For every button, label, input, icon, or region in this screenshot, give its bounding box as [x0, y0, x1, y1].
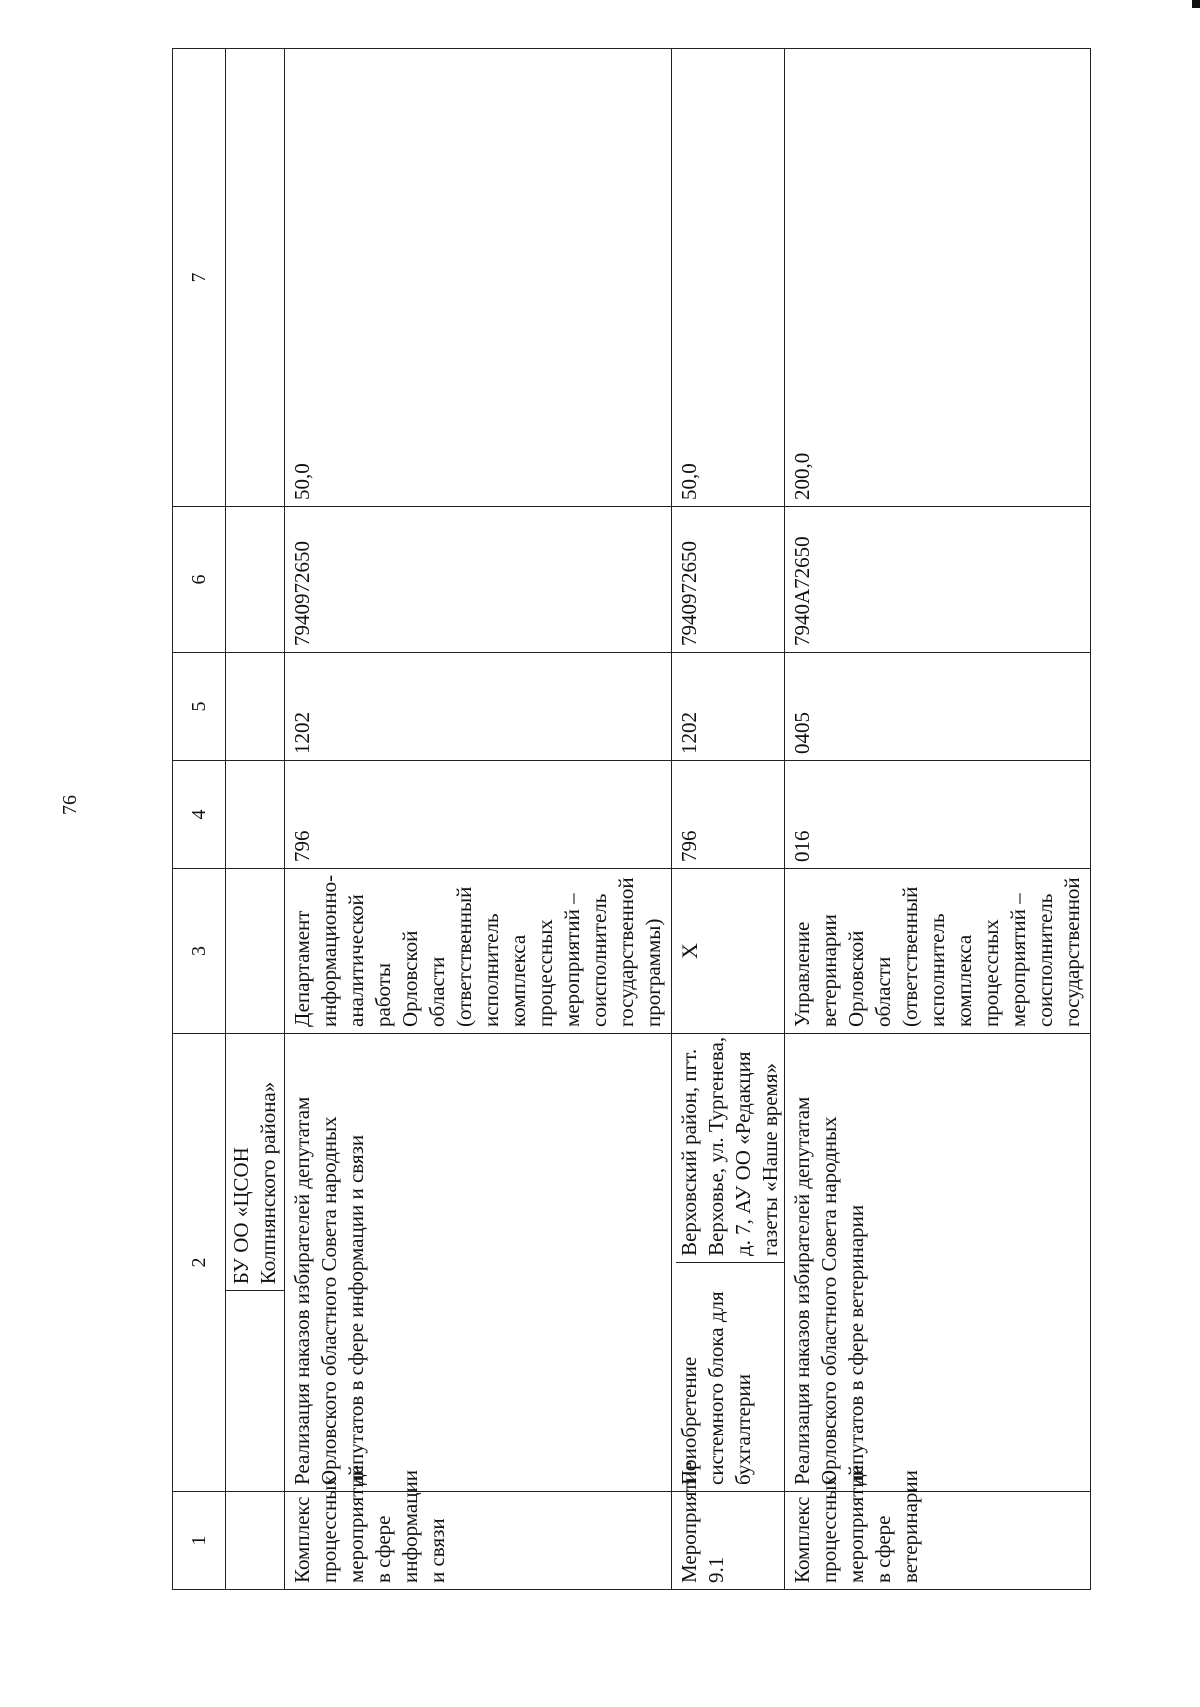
table-row: [285, 49, 672, 1590]
header-cell: 1: [173, 1492, 226, 1590]
table-cell: 796: [285, 761, 672, 869]
table-cell: 016: [785, 761, 1091, 869]
table-cell: 1202: [285, 653, 672, 761]
header-cell: 6: [173, 507, 226, 653]
table-cell: 0405: [785, 653, 1091, 761]
table-cell: 50,0: [285, 49, 672, 507]
table-cell: 7940972650: [285, 507, 672, 653]
header-cell: 4: [173, 761, 226, 869]
table-cell: [226, 761, 285, 869]
table-cell: Реализация наказов избирателей депутатам Орловского областного Совета народных депутатов в сфере ветеринарии: [785, 1034, 1091, 1492]
org-name: БУ ОО «ЦСОН Колпнянского района»: [226, 1034, 284, 1291]
table-cell: Департамент информационно-аналитической работы Орловской области (ответственный исполнитель комплекса процессных мероприятий – соисполнитель государственной программы): [285, 869, 672, 1034]
table-cell: 200,0: [785, 49, 1091, 507]
sub-cell-empty: [226, 1291, 284, 1491]
table-cell: Мероприятие 9.1: [672, 1492, 785, 1590]
page-number: 76: [59, 795, 81, 815]
header-cell: 5: [173, 653, 226, 761]
budget-table: [172, 48, 1091, 1590]
table-cell: [226, 49, 285, 507]
table-cell: 796: [672, 761, 785, 869]
table-cell: 7940A72650: [785, 507, 1091, 653]
table-cell: [226, 653, 285, 761]
table-cell: Управление ветеринарии Орловской области (ответственный исполнитель комплекса процессных мероприятий – соисполнитель государственной: [785, 869, 1091, 1034]
table-cell: 1202: [672, 653, 785, 761]
table-cell: Реализация наказов избирателей депутатам Орловского областного Совета народных депутатов в сфере информации и связи: [285, 1034, 672, 1492]
table-cell: Комплекс процессных мероприятий в сфере ветеринарии: [785, 1492, 1091, 1590]
table-row: [672, 49, 785, 1590]
table-cell: [226, 1034, 285, 1492]
table-cell: Комплекс процессных мероприятий в сфере информации и связи: [285, 1492, 672, 1590]
table-cell: X: [672, 869, 785, 1034]
table-cell: [226, 869, 285, 1034]
sub-cell: Приобретение системного блока для бухгалтерии: [676, 1263, 784, 1492]
table-cell: 7940972650: [672, 507, 785, 653]
header-cell: 3: [173, 869, 226, 1034]
sub-table: [676, 1034, 784, 1491]
scan-mark: [1192, 0, 1200, 8]
table-row-continuation: [226, 49, 285, 1590]
header-cell: 2: [173, 1034, 226, 1492]
rotated-table-container: [172, 49, 1090, 1590]
table-cell: [226, 1492, 285, 1590]
table-row: [785, 49, 1091, 1590]
header-cell: 7: [173, 49, 226, 507]
table-cell: [672, 1034, 785, 1492]
sub-cell: Верховский район, пгт. Верховье, ул. Тургенева, д. 7, АУ ОО «Редакция газеты «Наше время»: [677, 1036, 782, 1256]
header-row: [173, 49, 226, 1590]
table-cell: 50,0: [672, 49, 785, 507]
table-cell: [226, 507, 285, 653]
